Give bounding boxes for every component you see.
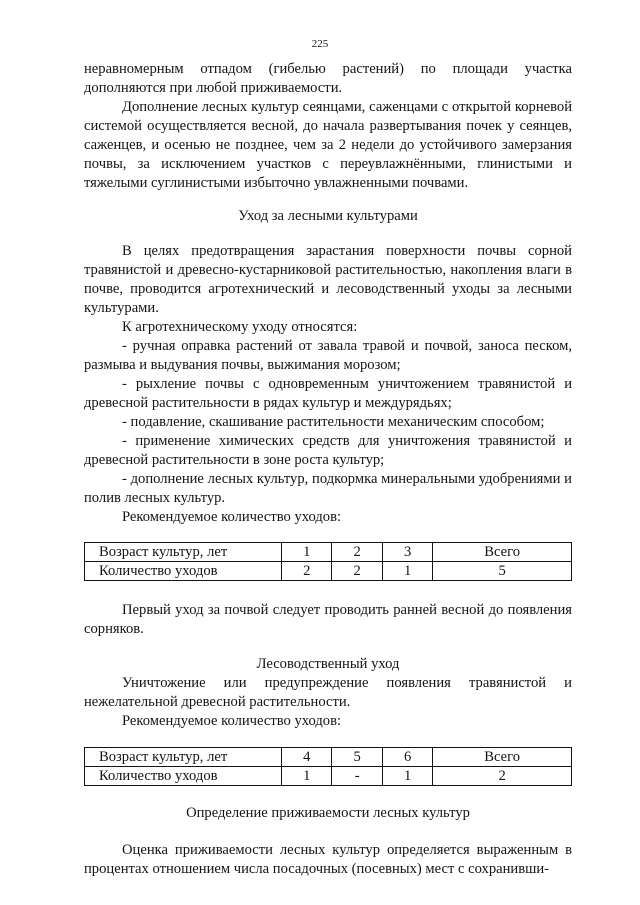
- table-cell: 4: [282, 748, 332, 767]
- page-number: 225: [311, 38, 329, 50]
- table-cell: 5: [332, 748, 382, 767]
- recommended-count-label: Рекомендуемое количество уходов:: [122, 713, 342, 729]
- table-row: [85, 543, 572, 562]
- list-item: - подавление, скашивание растительности механическим способом;: [122, 414, 545, 430]
- table-cell: 2: [282, 562, 332, 581]
- section-heading-silvicultural: Лесоводственный уход: [256, 656, 400, 672]
- section-heading-care: Уход за лесными культурами: [238, 208, 418, 224]
- care-table-silvicultural: [84, 747, 572, 786]
- table-cell: Всего: [433, 748, 572, 767]
- table-cell: 6: [382, 748, 432, 767]
- table-cell: Количество уходов: [85, 562, 282, 581]
- list-item: - дополнение лесных культур, подкормка минеральными удобрениями и полив лесных культур.: [84, 471, 572, 506]
- table-cell: 3: [382, 543, 432, 562]
- silvicultural-paragraph: Уничтожение или предупреждение появления травянистой и нежелательной древесной растительности.: [84, 675, 572, 710]
- table-cell: -: [332, 767, 382, 786]
- table-row: [85, 748, 572, 767]
- care-table-agro: [84, 542, 572, 581]
- table-row: [85, 562, 572, 581]
- table-cell: Возраст культур, лет: [85, 748, 282, 767]
- table-cell: Возраст культур, лет: [85, 543, 282, 562]
- list-item: - применение химических средств для уничтожения травянистой и древесной растительности в зоне роста культур;: [84, 433, 572, 468]
- table-cell: 2: [332, 562, 382, 581]
- list-item: - ручная оправка растений от завала травой и почвой, заноса песком, размыва и выдувания почвы, выжимания морозом;: [84, 338, 572, 373]
- page-body: [84, 60, 572, 879]
- intro-paragraph-1: неравномерным отпадом (гибелью растений) по площади участка дополняются при любой приживаемости.: [84, 61, 572, 96]
- table-cell: 1: [282, 543, 332, 562]
- recommended-count-label: Рекомендуемое количество уходов:: [122, 509, 342, 525]
- table-cell: 1: [382, 562, 432, 581]
- table-cell: Всего: [433, 543, 572, 562]
- agro-care-intro: К агротехническому уходу относятся:: [122, 319, 358, 335]
- table-cell: 1: [382, 767, 432, 786]
- care-paragraph: В целях предотвращения зарастания поверхности почвы сорной травянистой и древесно-кустарниковой растительностью, накопления влаги в почве, проводится агротехнический и лесоводственный уходы за лесными культурами.: [84, 243, 572, 316]
- intro-paragraph-2: Дополнение лесных культур сеянцами, саженцами с открытой корневой системой осуществляется весной, до начала развертывания почек у сеянцев, саженцев, и осенью не позднее, чем за 2 недели до устойчивого замерзания почвы, за исключением участков с переувлажнёнными, глинистыми и тяжелыми суглинистыми избыточно увлажненными почвами.: [84, 99, 572, 191]
- table-row: [85, 767, 572, 786]
- list-item: - рыхление почвы с одновременным уничтожением травянистой и древесной растительности в рядах культур и междурядьях;: [84, 376, 572, 411]
- table-cell: 1: [282, 767, 332, 786]
- table-cell: 5: [433, 562, 572, 581]
- table-cell: 2: [433, 767, 572, 786]
- table-cell: Количество уходов: [85, 767, 282, 786]
- table-cell: 2: [332, 543, 382, 562]
- survival-paragraph: Оценка приживаемости лесных культур определяется выраженным в процентах отношением числа посадочных (посевных) мест с сохранивши-: [84, 842, 572, 877]
- section-heading-survival: Определение приживаемости лесных культур: [186, 805, 470, 821]
- first-care-paragraph: Первый уход за почвой следует проводить ранней весной до появления сорняков.: [84, 602, 572, 637]
